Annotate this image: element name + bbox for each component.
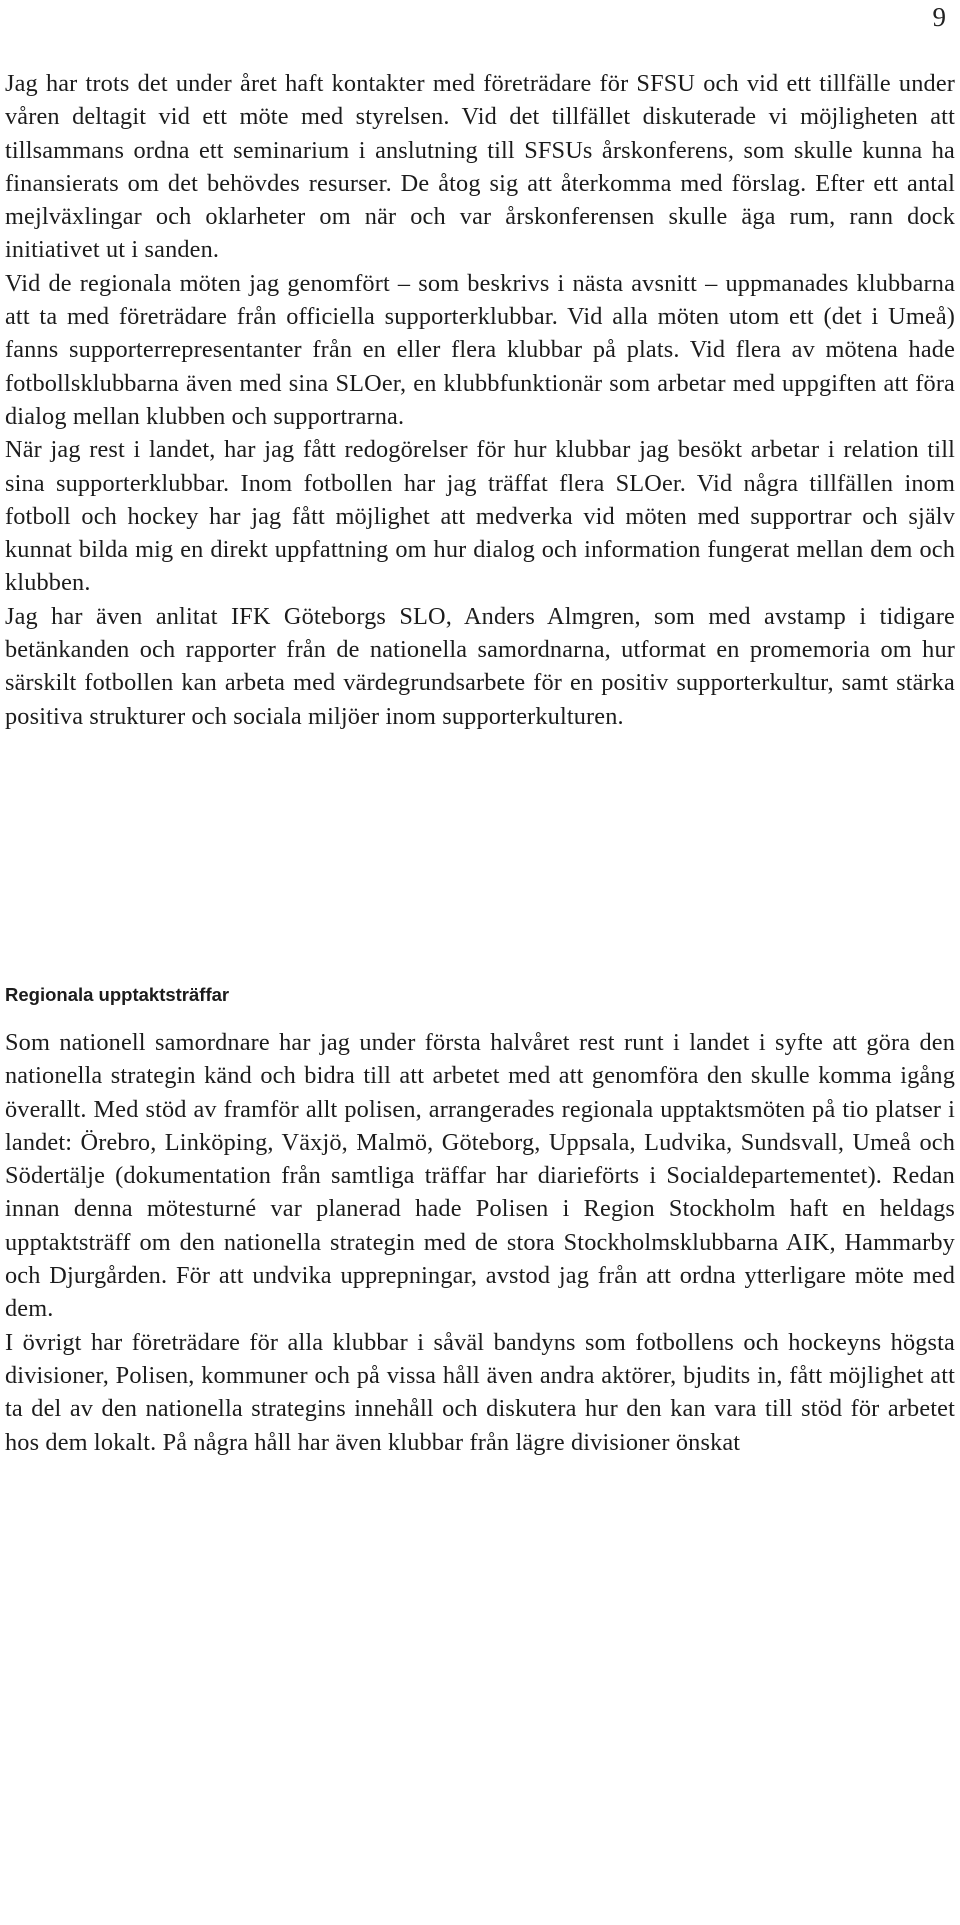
page-number: 9	[932, 2, 946, 32]
paragraph-invited-representatives: I övrigt har företrädare för alla klubbar i såväl bandyns som fotbollens och hockeyns högsta divisioner, Polisen, kommuner och på vissa håll även andra aktörer, bjudits in, fått möjlighet att ta del av den nationella strategins innehåll och diskutera hur den kan vara till stöd för arbetet hos dem lokalt. På några håll har även klubbar från lägre divisioner önskat	[5, 1328, 955, 1456]
regional-section	[5, 1026, 955, 1459]
paragraph-regional-meetings-supporters: Vid de regionala möten jag genomfört – som beskrivs i nästa avsnitt – uppmanades klubbarna att ta med företrädare från officiella supporterklubbar. Vid alla möten utom ett (det i Umeå) fanns supporterrepresentanter från en eller flera klubbar på plats. Vid flera av mötena hade fotbollsklubbarna även med sina SLOer, en klubbfunktionär som arbetar med uppgiften att föra dialog mellan klubben och supportrarna.	[5, 269, 955, 430]
intro-section	[5, 67, 955, 733]
paragraph-sfsu-contacts: Jag har trots det under året haft kontakter med företrädare för SFSU och vid ett tillfälle under våren deltagit vid ett möte med styrelsen. Vid det tillfället diskuterade vi möjligheten att tillsammans ordna ett seminarium i anslutning till SFSUs årskonferens, som skulle kunna ha finansierats om det behövdes resurser. De åtog sig att återkomma med förslag. Efter ett antal mejlväxlingar och oklarheter om när och var årskonferensen skulle äga rum, rann dock initiativet ut i sanden.	[5, 70, 955, 264]
paragraph-national-coordinator-tour: Som nationell samordnare har jag under första halvåret rest runt i landet i syfte att göra den nationella strategin känd och bidra till att arbetet med att genomföra den skulle komma igång överallt. Med stöd av framför allt polisen, arrangerades regionala upptaktsmöten på tio platser i landet: Örebro, Linköping, Växjö, Malmö, Göteborg, Uppsala, Ludvika, Sundsvall, Umeå och Södertälje (dokumentation från samtliga träffar har diarieförts i Socialdepartementet). Redan innan denna mötesturné var planerad hade Polisen i Region Stockholm haft en heldags upptaktsträff om den nationella strategin med de stora Stockholmsklubbarna AIK, Hammarby och Djurgården. För att undvika upprepningar, avstod jag från att ordna ytterligare möte med dem.	[5, 1029, 955, 1323]
paragraph-travels-slo: När jag rest i landet, har jag fått redogörelser för hur klubbar jag besökt arbetar i relation till sina supporterklubbar. Inom fotbollen har jag träffat flera SLOer. Vid några tillfällen inom fotboll och hockey har jag fått möjlighet att medverka vid möten med supportrar och själv kunnat bilda mig en direkt uppfattning om hur dialog och information fungerat mellan dem och klubben.	[5, 436, 955, 597]
paragraph-ifk-memo: Jag har även anlitat IFK Göteborgs SLO, Anders Almgren, som med avstamp i tidigare betänkanden och rapporter från de nationella samordnarna, utformat en promemoria om hur särskilt fotbollen kan arbeta med värdegrundsarbete för en positiv supporterkultur, samt stärka positiva strukturer och sociala miljöer inom supporterkulturen.	[5, 602, 955, 730]
section-heading-regional: Regionala upptaktsträffar	[5, 984, 230, 1005]
